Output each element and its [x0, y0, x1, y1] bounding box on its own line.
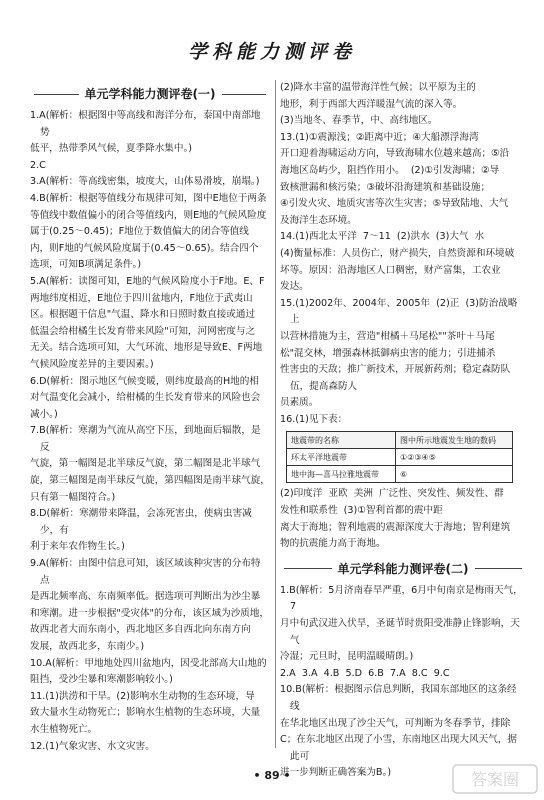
answer-line: 1.A(解析：根据图中等高线和海洋分布，泰国中南部地势	[30, 110, 261, 138]
answer-line: 致核泄漏和核污染；③破坏沿海建筑和基础设施；	[280, 181, 491, 193]
answer-line: 坏等。原因：沿海地区人口稠密，财产富集，工农业	[280, 264, 501, 276]
answer-line: 冷湿；元旦时，昆明温暖晴朗。)	[280, 651, 414, 663]
table-header-cell: 地震带的名称	[287, 432, 396, 449]
heading-rule	[475, 568, 523, 569]
answer-line: (3)当地冬、春季节，中、高纬地区。	[280, 115, 438, 127]
answer-line: 在华北地区出现了沙尘天气，可判断为冬春季节，排除	[280, 717, 511, 729]
answer-line: C；在东北地区出现了小雪，东南地区出现大风天气，据此可	[280, 734, 517, 762]
answer-line: 气旋，第一幅图是北半球反气旋，第二幅图是北半球气	[30, 458, 261, 470]
answer-line: 10.A(解析：甲地地处四川盆地内，因受北部高大山地的	[30, 657, 267, 669]
answer-line: 故西北者大而东南小，西北地区多自西北向东南方向	[30, 624, 251, 636]
answer-line: 两地纬度相近，E地位于四川盆地内，F地位于武夷山	[30, 292, 253, 304]
answer-line: 10.B(解析：根据图示信息判断，我国东部地区的这条经线	[280, 684, 517, 712]
answer-line: 及海洋生态环境。	[280, 214, 357, 226]
answer-line: 低平，热带季风气候，夏季降水集中。)	[30, 143, 193, 155]
left-answer-list	[30, 108, 270, 755]
answer-line: 6.D(解析：图示地区气候变暖，则纬度最高的H地的相	[30, 375, 259, 387]
answer-line: 2.A 3.A 4.B 5.D 6.B 7.A 8.C 9.C	[280, 667, 450, 679]
answer-line: 减小。)	[30, 408, 58, 420]
answer-line: 物的抗震能力高于海地。	[280, 538, 386, 550]
right-answer-list-top	[280, 80, 526, 428]
right-answer-list-bottom	[280, 583, 526, 782]
answer-line: 14.(1)西北太平洋 7～11 (2)洪水 (3)大气 水	[280, 231, 485, 243]
right-answer-list-mid	[280, 486, 526, 552]
answer-line: 月中旬武汉进入伏旱，圣诞节时贵阳受准静止锋影响，天气	[280, 618, 520, 646]
heading-rule	[222, 94, 267, 95]
table-cell: 地中海—喜马拉雅地震带	[287, 466, 396, 483]
answer-line: 员素质。	[280, 397, 319, 409]
page-number: • 89 •	[253, 769, 291, 782]
answer-line: 松"混交林，增强森林抵御病虫害的能力；引进捕杀	[280, 347, 496, 359]
answer-line: 进一步判断正确答案为B。)	[280, 767, 392, 779]
answer-line: 对气温变化会减小，给柑橘的生长发育带来的风险也会	[30, 392, 261, 404]
svg-text:答案圈: 答案圈	[470, 770, 520, 789]
left-column	[30, 82, 270, 755]
page-title: 学科能力测评卷	[187, 41, 356, 63]
table-row	[287, 449, 513, 466]
answer-line: 发展，故西北多，东南少。)	[30, 641, 145, 652]
column-divider	[275, 80, 276, 748]
answer-line: 内，则F地的气候风险度属于(0.45～0.65)。结合四个	[30, 242, 259, 254]
earthquake-belt-table	[286, 431, 513, 483]
section-heading-1-label: 单元学科能力测评卷(一)	[84, 86, 216, 101]
answer-line: 2.C	[30, 159, 46, 171]
answer-line: 15.(1)2002年、2004年、2005年 (2)正 (3)防治战略上	[280, 297, 518, 326]
table-row	[287, 466, 513, 483]
answer-line: 海地区岛屿少，阻挡作用小。 (2)①引发海啸；②导	[280, 164, 500, 176]
answer-line: 旋，第三幅图是南半球反气旋，第四幅图是南半球气旋，	[30, 475, 270, 487]
answer-line: 和寒潮。进一步根据"受灾体"的分布，该区域为沙质地，	[30, 607, 270, 619]
answer-line: 1.B(解析：5月济南春旱严重，6月中旬南京是梅雨天气，7	[280, 584, 523, 613]
answer-line: 13.(1)①震源浅；②距离中近；④大船漂浮海湾	[280, 131, 479, 143]
answer-line: 7.B(解析：寒潮为气流从高空下压，到地面后辐散，是反	[30, 425, 261, 453]
answer-line: (2)印度洋 亚欧 美洲 广泛性、突发性、频发性、群	[280, 488, 504, 500]
answer-line: 离大于海地；智利地震的震源深度大于海地；智利建筑	[280, 521, 511, 533]
answer-line: 3.A(解析：等高线密集，坡度大，山体易滑坡，崩塌。)	[30, 176, 260, 188]
answer-line: 12.(1)气象灾害、水文灾害。	[30, 740, 155, 752]
answer-line: 5.A(解析：读图可知，E地的气候风险度小于F地。E、F	[30, 275, 265, 287]
table-header-row	[287, 432, 513, 449]
section-heading-1	[30, 84, 270, 104]
answer-line: (4)衡量标准：人员伤亡，财产损失，自然资源和环境破	[280, 247, 515, 259]
answer-line: 属于(0.25～0.45)；F地位于数值偏大的闭合等值线	[30, 226, 249, 238]
answer-line: 地形，利于西部大西洋暖湿气流的深入等。	[280, 98, 463, 110]
answer-line: ④引发火灾、地质灾害等次生灾害；⑤导致陆地、大气	[280, 198, 509, 210]
answer-line: 水生植物死亡。	[30, 723, 98, 735]
answer-line: 阻挡，受沙尘暴和寒潮影响较小。)	[30, 674, 173, 686]
table-cell: 环太平洋地震带	[287, 449, 396, 466]
answer-line: 只有第一幅图符合。)	[30, 491, 116, 503]
section-heading-2	[280, 559, 526, 579]
section-heading-2-label: 单元学科能力测评卷(二)	[337, 561, 469, 576]
table-header-cell: 图中所示地震发生地的数码	[396, 432, 513, 449]
heading-rule	[284, 568, 332, 569]
answer-line: 气候风险度差异的主要因素。)	[30, 358, 154, 370]
answer-line: 利于来年农作物生长。)	[30, 541, 125, 553]
answer-line: 9.A(解析：由图中信息可知，该区域该种灾害的分布特点	[30, 558, 261, 586]
answer-line: 4.B(解析：根据等值线分布规律可知，图中E地位于两条	[30, 192, 267, 204]
answer-line: (2)降水丰富的温带海洋性气候；以平原为主的	[280, 82, 476, 93]
answer-line: 发性和联系性 (3)①智利首都的震中距	[280, 505, 443, 517]
answer-line: 等值线中数值偏小的闭合等值线内，则E地的气候风险度	[30, 209, 267, 221]
answer-line: 低温会给柑橘生长发育带来风险"可知，河网密度与之	[30, 325, 256, 337]
answer-line: 以营林措施为主，营造"柑橘＋马尾松""茶叶＋马尾	[280, 330, 495, 342]
answer-line: 开口迎着海啸运动方向，导致海啸水位越来越高；⑤沿	[280, 148, 510, 160]
answer-line: 致大量水生动物死亡；影响水生植物的生态环境，大量	[30, 707, 261, 719]
answer-line: 11.(1)洪涝和干旱。(2)影响水生动物的生态环境，导	[30, 690, 255, 702]
heading-rule	[34, 94, 79, 95]
table-cell: ⑥	[396, 466, 513, 483]
answer-line: 选项，可知B项满足条件。)	[30, 259, 142, 271]
answer-line: 是西北频率高、东南频率低。据选项可判断出为沙尘暴	[30, 591, 261, 603]
answer-line: 8.D(解析：寒潮带来降温，会冻死害虫，使病虫害减少，有	[30, 508, 252, 536]
right-column	[280, 80, 526, 782]
answer-line: 区。根据题干信息"气温、降水和日照时数直接或通过	[30, 309, 256, 321]
answer-line: 性害虫的天敌；推广新技术，开展新药剂；稳定森防队伍，提高森防人	[280, 364, 511, 392]
answer-line: 16.(1)见下表：	[280, 413, 348, 425]
answer-line: 发达。	[280, 281, 309, 293]
watermark-logo	[452, 762, 538, 796]
answer-line: 无关。结合选项可知，大气环流、地形是导致E、F两地	[30, 342, 263, 354]
table-cell: ①②③④⑤	[396, 449, 513, 466]
